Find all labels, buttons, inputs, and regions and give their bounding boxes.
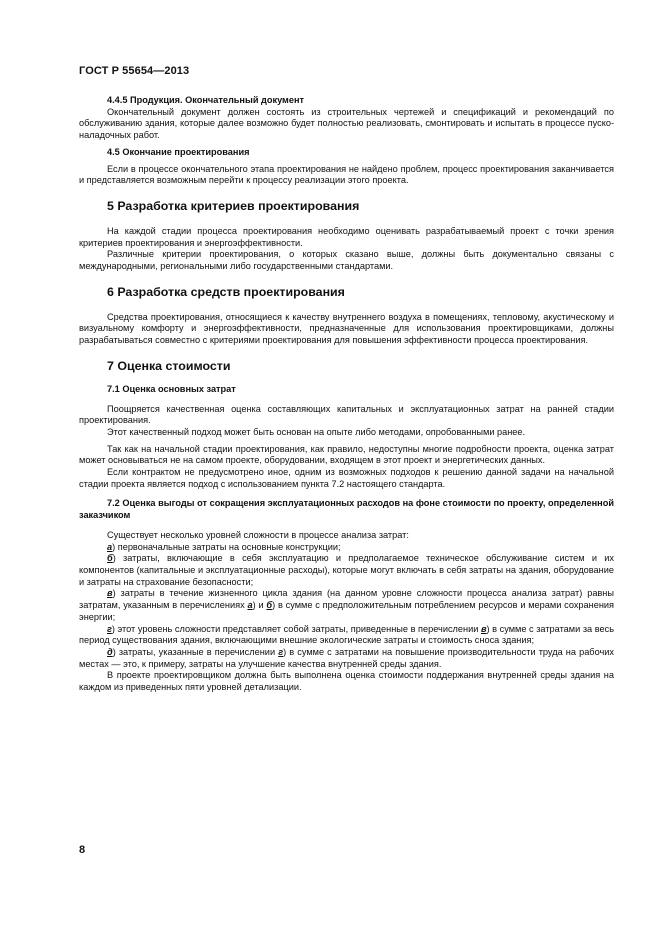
list-item: д) затраты, указанные в перечислении г) в сумме с затратами на повышение производительности труда на рабочих местах — это, к примеру, затраты на улучшение качества внутренней среды здания. [79,646,614,669]
paragraph: Этот качественный подход может быть основан на опыте либо методами, опробованными ранее. [107,426,526,437]
paragraph: В проекте проектировщиком должна быть выполнена оценка стоимости поддержания внутренней среды здания на каждом из приведенных пяти уровней детализации. [79,670,614,693]
list-item: в) затраты в течение жизненного цикла здания (на данном уровне сложности процесса анализа затрат) равны затратам, указанным в перечислениях а) и б) в сумме с предположительным потреблением ресурсов и мерами сохранения энергии; [79,588,615,622]
list-item: а) первоначальные затраты на основные конструкции; [107,541,341,552]
paragraph: Различные критерии проектирования, о которых сказано выше, должны быть документально связаны с международными, региональными либо государственными стандартами. [79,249,614,272]
list-reference: б [266,600,273,611]
section-7-title: 7 Оценка стоимости [107,358,231,373]
paragraph: На каждой стадии процесса проектирования необходимо оценивать разрабатываемый проект с точки зрения критериев проектирования и энергоэффективности. [79,225,614,248]
list-marker: б [107,553,113,564]
list-item: б) затраты, включающие в себя эксплуатацию и предполагаемое техническое обслуживание систем и их компонентов (капитальные и эксплуатационные расходы), которые могут включать в себя затраты на здания, оборудование и затраты на страхование безопасности; [79,553,614,587]
list-reference: а [247,600,253,611]
list-marker: д [107,646,113,657]
paragraph: Поощряется качественная оценка составляющих капитальных и эксплуатационных затрат на ранней стадии проектирования. [79,403,614,426]
paragraph: Если в процессе окончательного этапа проектирования не найдено проблем, процесс проектирования заканчивается и представляется возможным перейти к процессу реализации этого проекта. [79,163,614,186]
list-item: г) этот уровень сложности представляет собой затраты, приведенные в перечислении в) в сумме с затратами за весь период существования здания, включающими внешние экологические затраты и стоимость сноса здания; [79,623,614,646]
list-marker: а [107,541,113,552]
paragraph: Так как на начальной стадии проектирования, как правило, недоступны многие подробности проекта, оценка затрат может основываться не на самом проекте, оборудовании, входящем в этот проект и энергетических данных. [79,443,614,466]
paragraph: Средства проектирования, относящиеся к качеству внутреннего воздуха в помещениях, тепловому, акустическому и визуальному комфорту и энергоэффективности, предназначенные для использования проектировщиками, должны разрабатываться совместно с критериями проектирования для повышения эффективности процесса проектирования. [79,311,614,346]
list-reference: г [278,646,284,657]
section-7-2-title: 7.2 Оценка выгоды от сокращения эксплуатационных расходов на фоне стоимости по проекту, определенной заказчиком [79,498,614,521]
section-4-5-title: 4.5 Окончание проектирования [107,146,250,157]
list-reference: в [480,623,487,634]
section-4-4-5-title: 4.4.5 Продукция. Окончательный документ [107,95,305,105]
section-5-title: 5 Разработка критериев проектирования [107,198,360,213]
list-marker: г [107,623,112,634]
paragraph: Если контрактом не предусмотрено иное, одним из возможных подходов к решению данной задачи на начальной стадии проекта является подход с использованием пункта 7.2 настоящего стандарта. [79,467,614,489]
document-header: ГОСТ Р 55654—2013 [79,65,190,77]
section-6-title: 6 Разработка средств проектирования [107,284,345,299]
section-7-1-title: 7.1 Оценка основных затрат [107,383,236,394]
paragraph: Окончательный документ должен состоять из строительных чертежей и спецификаций и рекомендаций по обслуживанию здания, которые далее возможно будет полностью реализовать, смонтировать и испытать в процессе пуско-наладочных работ. [79,106,614,141]
paragraph: Существует несколько уровней сложности в процессе анализа затрат: [107,529,409,540]
page-number: 8 [79,844,86,856]
document-body [79,95,614,694]
list-marker: в [107,588,113,599]
